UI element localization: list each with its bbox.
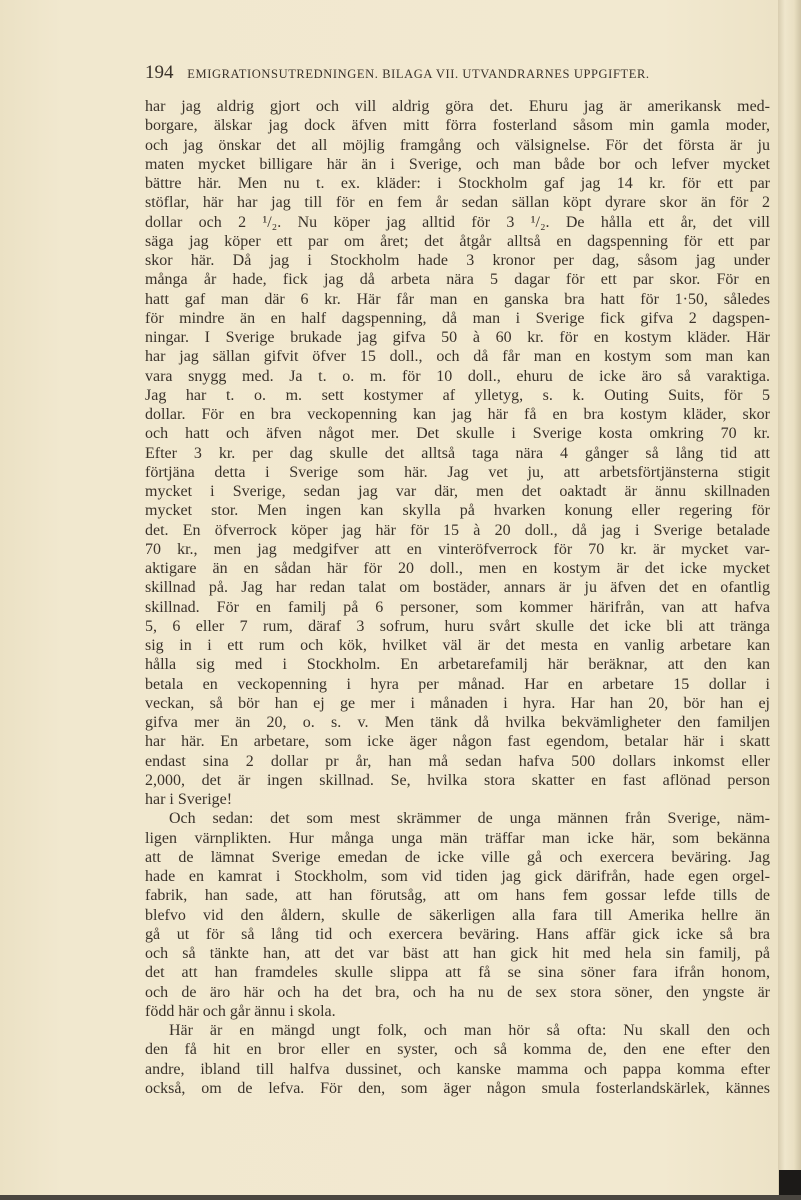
text-line: skillnad. För en familj på 6 personer, som kommer härifrån, van att hafva	[145, 598, 770, 616]
text-line: aktigare än en sådan här för 20 doll., men en kostym är det icke mycket	[145, 560, 770, 577]
text-line: mycket i Sverige, sedan jag var där, men det oaktadt är ännu skillnaden	[145, 483, 770, 500]
text-line: och jag önskar det all möjlig framgång och välsignelse. För det första är ju	[145, 136, 770, 154]
text-line: född här och går ännu i skola.	[145, 1002, 336, 1020]
text-line: säga jag köper ett par om året; det åtgår alltså en dagspenning för ett par	[145, 232, 770, 250]
text-line: och så tänkte han, att det var bäst att han gick hit med hela sin familj, på	[145, 945, 770, 962]
text-line: bättre här. Men nu t. ex. kläder: i Stockholm gaf jag 14 kr. för ett par	[145, 175, 770, 192]
text-line: det. En öfverrock köper jag här för 15 à 20 doll., då jag i Sverige betalade	[145, 521, 770, 539]
text-line: skor här. Då jag i Stockholm hade 3 kronor per dag, såsom jag under	[145, 252, 770, 269]
text-line: sig in i ett rum och kök, hvilket väl är det mesta en vanlig arbetare kan	[145, 637, 770, 654]
text-line: skillnad på. Jag har redan talat om bostäder, annars är ju äfven det en ofantlig	[145, 579, 770, 597]
text-line: har i Sverige!	[145, 791, 233, 808]
text-line: dollar och 2 ¹/₂. Nu köper jag alltid för 3 ¹/₂. De hålla ett år, det vill	[145, 213, 770, 231]
text-line: dollar. För en bra veckopenning kan jag här få en bra kostym kläder, skor	[145, 406, 770, 423]
text-line: endast sina 2 dollar pr år, han må sedan hafva 500 dollars inkomst eller	[145, 752, 770, 770]
scan-bottom-edge	[0, 1195, 801, 1200]
text-line: förtjäna detta i Sverige som här. Jag vet ju, att arbetsförtjänsterna stigit	[145, 463, 770, 481]
text-line: mycket stor. Men ingen kan skylla på hvarken konung eller regering för	[145, 502, 770, 520]
text-line: maten mycket billigare här än i Sverige, och man både bor och lefver mycket	[145, 155, 770, 173]
text-line: betala en veckopenning i hyra per månad. Har en arbetare 15 dollar i	[145, 675, 770, 693]
text-line: 70 kr., men jag medgifver att en vinteröfverrock för 70 kr. är mycket var-	[145, 540, 770, 558]
text-line: för mindre än en half dagspenning, då man i Sverige fick gifva 2 dagspen-	[145, 309, 770, 327]
text-line: också, om de lefva. För den, som äger någon smula fosterlandskärlek, kännes	[145, 1079, 770, 1097]
page-number: 194	[145, 62, 174, 83]
text-line: det att han framdeles skulle slippa att få se sina söner fara ifrån honom,	[145, 964, 770, 982]
text-line: den få hit en bror eller en syster, och så komma de, den ene efter den	[145, 1041, 770, 1059]
text-line: har jag sällan gifvit öfver 15 doll., och då får man en kostym som man kan	[145, 348, 770, 366]
text-line: veckan, så bör han ej ge mer i månaden i hyra. Har han 20, bör han ej	[145, 694, 770, 712]
text-line: 5, 6 eller 7 rum, däraf 3 sofrum, huru svårt skulle det icke bli att tränga	[145, 617, 770, 635]
page-header	[145, 62, 770, 84]
text-line: många år hade, fick jag då arbeta nära 5 dagar för ett par skor. För en	[145, 271, 770, 289]
text-line: Jag har t. o. m. sett kostymer af ylletyg, s. k. Outing Suits, för 5	[145, 386, 770, 404]
text-line: stöflar, här har jag till för en fem år sedan sällan köpt dyrare skor än för 2	[145, 194, 770, 212]
text-line: och hatt och äfven något mer. Det skulle i Sverige kosta omkring 70 kr.	[145, 425, 770, 443]
text-line: har här. En arbetare, som icke äger någon fast egendom, betalar här i skatt	[145, 733, 770, 751]
text-line: 2,000, det är ingen skillnad. Se, hvilka stora skatter en fast aflönad person	[145, 771, 770, 789]
text-line: ligen värnplikten. Hur många unga män träffar man icke här, som bekänna	[145, 829, 770, 847]
text-line: borgare, älskar jag dock äfven mitt förra fosterland såsom min gamla moder,	[145, 117, 770, 135]
text-line: andre, ibland till halfva dussinet, och kanske mamma och pappa komma efter	[145, 1060, 770, 1078]
text-line: hade en kamrat i Stockholm, som vid tiden jag gick därifrån, hade egen orgel-	[145, 868, 770, 885]
text-line: vara snygg med. Ja t. o. m. för 10 doll., ehuru de icke äro så varaktiga.	[145, 367, 770, 385]
text-line: och de äro här och ha det bra, och ha nu de sex stora söner, den yngste är	[145, 983, 770, 1001]
text-line: fabrik, han sade, att han förutsåg, att om hans fem gossar lefde tills de	[145, 887, 770, 905]
text-line: hålla sig med i Stockholm. En arbetarefamilj här beräknar, att den kan	[145, 656, 770, 674]
text-line: att de lämnat Sverige emedan de icke ville gå och exercera beväring. Jag	[145, 848, 770, 866]
book-binding-edge	[778, 0, 801, 1200]
running-title: EMIGRATIONSUTREDNINGEN. BILAGA VII. UTVANDRARNES UPPGIFTER.	[187, 67, 650, 81]
text-line: blefvo vid den åldern, skulle de säkerligen alla fara till Amerika hellre än	[145, 906, 770, 924]
text-line: ningar. I Sverige brukade jag gifva 50 à 60 kr. för en kostym kläder. Här	[145, 329, 770, 346]
body-text	[145, 97, 770, 1098]
text-line: gå ut för så lång tid och exercera beväring. Hans affär gick icke så bra	[145, 925, 770, 943]
text-line: Här är en mängd ungt folk, och man hör så ofta: Nu skall den och	[169, 1022, 770, 1039]
text-line: Och sedan: det som mest skrämmer de unga männen från Sverige, näm-	[169, 810, 770, 828]
text-line: Efter 3 kr. per dag skulle det alltså taga nära 4 gånger så lång tid att	[145, 444, 770, 462]
text-line: har jag aldrig gjort och vill aldrig göra det. Ehuru jag är amerikansk med-	[145, 98, 770, 115]
text-line: gifva mer än 20, o. s. v. Men tänk då hvilka bekvämligheter den familjen	[145, 714, 770, 731]
text-line: hatt gaf man där 6 kr. Här får man en ganska bra hatt för 1·50, således	[145, 290, 770, 308]
